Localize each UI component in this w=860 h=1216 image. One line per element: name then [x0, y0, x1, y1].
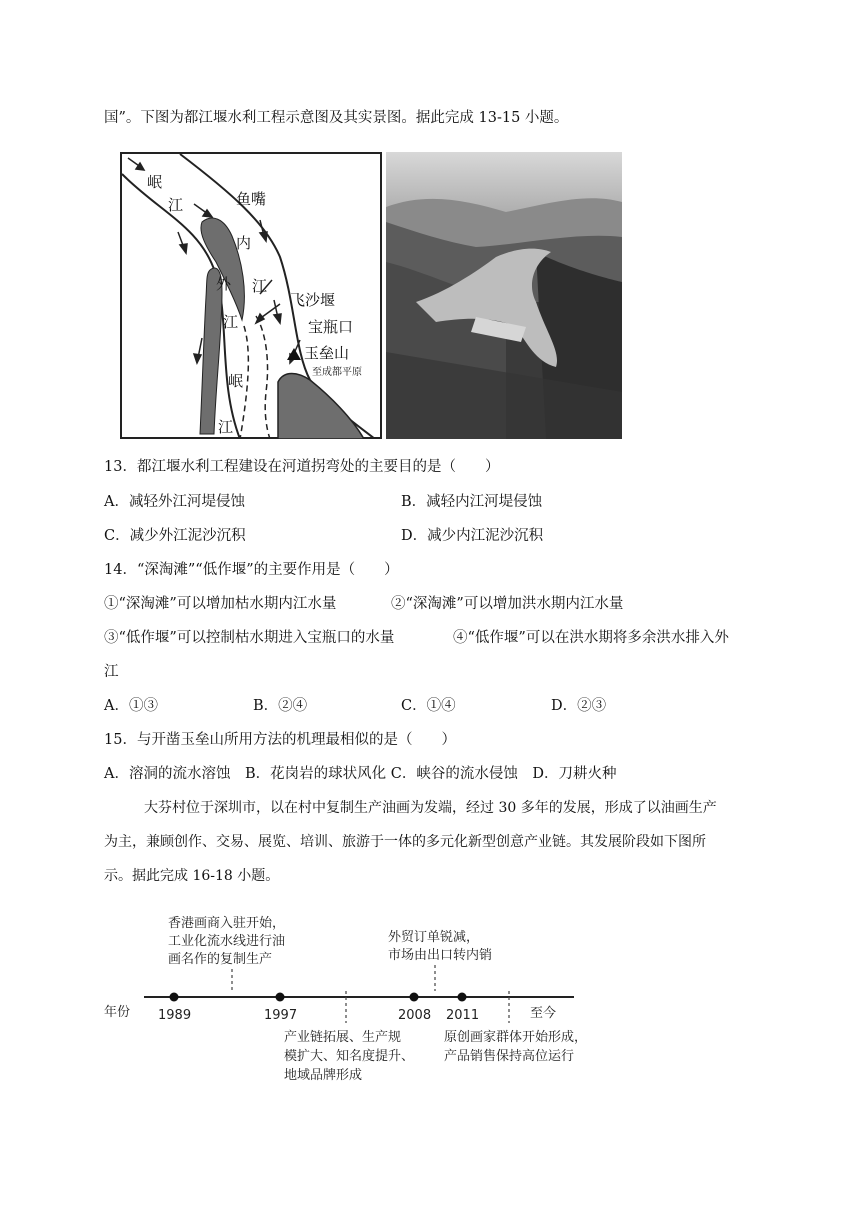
- q15-options: A．溶洞的流水溶蚀 B．花岗岩的球状风化 C．峡谷的流水侵蚀 D．刀耕火种: [104, 766, 617, 782]
- q14-statement-2: ②“深淘滩”可以增加洪水期内江水量: [391, 596, 624, 612]
- map-label-neijiang-2: 江: [252, 277, 268, 295]
- map-label-waijiang-2: 江: [223, 313, 239, 331]
- timeline-top1-line3: 画名作的复制生产: [168, 952, 273, 967]
- map-label-minjiang-bottom-1: 岷: [228, 372, 244, 390]
- dujiangyan-schematic-map: [120, 152, 382, 439]
- map-label-feishayan: 飞沙堰: [290, 291, 336, 309]
- q13-option-b: B．减轻内江河堤侵蚀: [401, 494, 543, 510]
- intro-line: 国”。下图为都江堰水利工程示意图及其实景图。据此完成 13-15 小题。: [104, 110, 569, 126]
- q15-stem: 15．与开凿玉垒山所用方法的机理最相似的是（ ）: [104, 732, 456, 748]
- timeline-axis-label: 年份: [104, 1005, 131, 1020]
- timeline-now-label: 至今: [530, 1006, 557, 1021]
- passage-line-1: 大芬村位于深圳市，以在村中复制生产油画为发端，经过 30 多年的发展，形成了以油画生产: [144, 800, 717, 816]
- q14-statement-4-cont: 江: [104, 664, 119, 680]
- q14-statement-1: ①“深淘滩”可以增加枯水期内江水量: [104, 596, 337, 612]
- q14-stem: 14．“深淘滩”“低作堰”的主要作用是（ ）: [104, 562, 399, 578]
- timeline-top1-line1: 香港画商入驻开始，: [168, 916, 286, 931]
- map-label-minjiang-top-1: 岷: [147, 173, 163, 191]
- timeline-top2-line2: 市场由出口转内销: [388, 948, 493, 963]
- q13-option-d: D．减少内江泥沙沉积: [401, 528, 544, 544]
- timeline-bottom2-line2: 产品销售保持高位运行: [444, 1049, 575, 1064]
- passage-line-2: 为主，兼顾创作、交易、展览、培训、旅游于一体的多元化新型创意产业链。其发展阶段如下图所: [104, 834, 706, 850]
- timeline-year-1989: 1989: [158, 1008, 192, 1023]
- timeline-bottom1-line3: 地域品牌形成: [284, 1068, 363, 1083]
- timeline-bottom2-line1: 原创画家群体开始形成，: [444, 1030, 588, 1045]
- map-label-minjiang-top-2: 江: [168, 196, 184, 214]
- timeline-dot-1997: [276, 993, 285, 1002]
- q14-option-d: D．②③: [551, 698, 607, 714]
- timeline-dot-2008: [410, 993, 419, 1002]
- timeline-dot-2011: [458, 993, 467, 1002]
- map-label-baopingkou: 宝瓶口: [308, 318, 354, 336]
- map-label-yuzui: 鱼嘴: [236, 190, 267, 208]
- timeline-bottom1-line1: 产业链拓展、生产规: [284, 1030, 402, 1045]
- timeline-bottom1-line2: 模扩大、知名度提升、: [284, 1049, 415, 1064]
- map-label-yuleishan: 玉垒山: [304, 344, 350, 362]
- map-label-minjiang-bottom-2: 江: [218, 418, 234, 436]
- timeline-year-1997: 1997: [264, 1008, 298, 1023]
- q14-option-a: A．①③: [104, 698, 158, 714]
- q14-option-b: B．②④: [253, 698, 308, 714]
- map-label-neijiang-1: 内: [236, 234, 252, 252]
- timeline-year-2011: 2011: [446, 1008, 480, 1023]
- q13-stem: 13．都江堰水利工程建设在河道拐弯处的主要目的是（ ）: [104, 459, 500, 475]
- timeline-year-2008: 2008: [398, 1008, 432, 1023]
- timeline-dot-1989: [170, 993, 179, 1002]
- q13-option-a: A．减轻外江河堤侵蚀: [104, 494, 245, 510]
- map-label-waijiang-1: 外: [216, 275, 232, 293]
- q14-option-c: C．①④: [401, 698, 456, 714]
- timeline-top2-line1: 外贸订单锐减，: [388, 930, 480, 945]
- q14-statement-3: ③“低作堰”可以控制枯水期进入宝瓶口的水量: [104, 630, 395, 646]
- dafen-timeline-figure: [104, 895, 614, 1095]
- q14-statement-4: ④“低作堰”可以在洪水期将多余洪水排入外: [453, 630, 729, 646]
- timeline-top1-line2: 工业化流水线进行油: [168, 934, 286, 949]
- dujiangyan-aerial-photo: [386, 152, 622, 439]
- passage-line-3: 示。据此完成 16-18 小题。: [104, 868, 280, 884]
- map-label-to-chengdu: 至成都平原: [312, 367, 362, 378]
- q13-option-c: C．减少外江泥沙沉积: [104, 528, 246, 544]
